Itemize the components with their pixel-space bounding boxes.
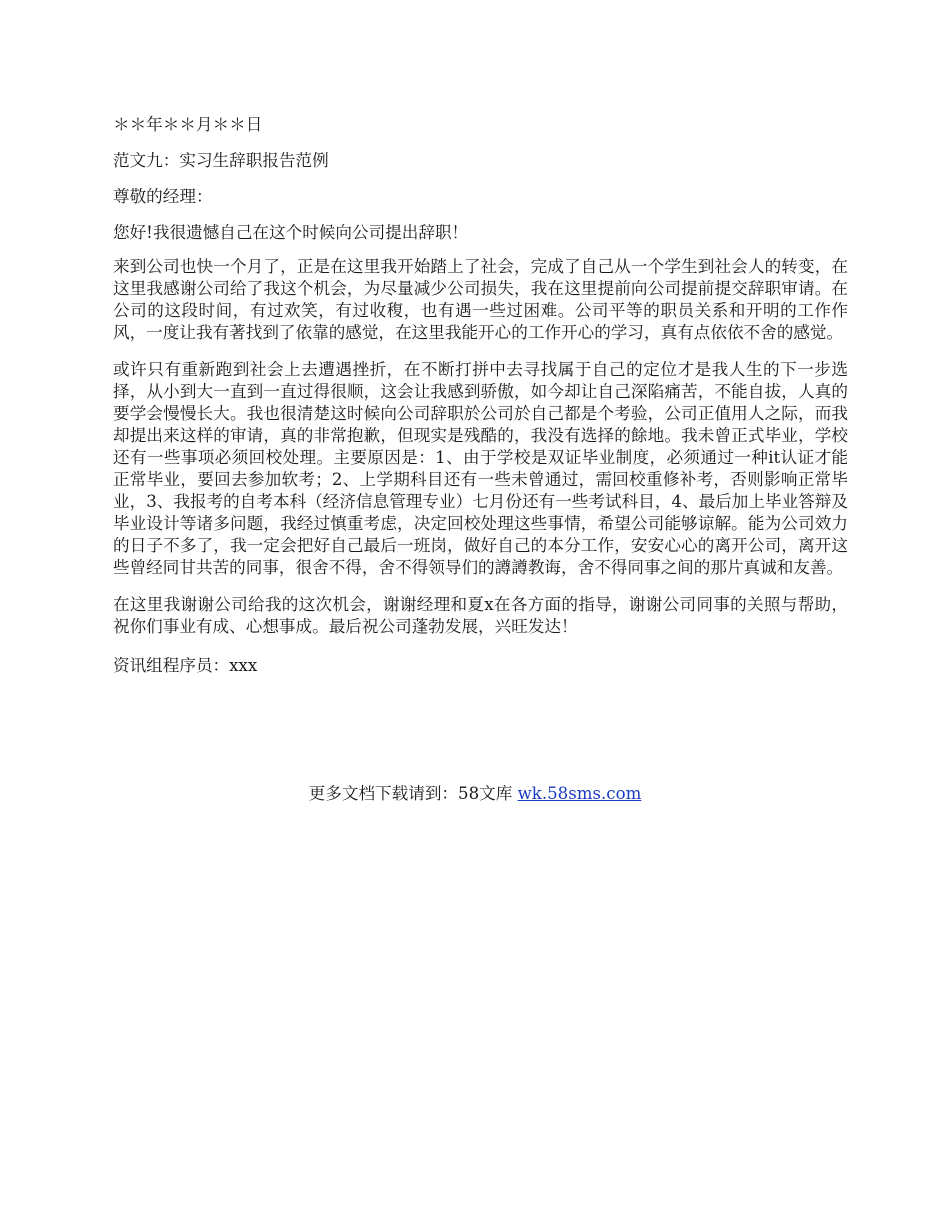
salutation: 尊敬的经理： — [113, 187, 213, 206]
date-line: ＊＊年＊＊月＊＊日 — [113, 115, 263, 134]
footer-link[interactable]: wk.58sms.com — [517, 784, 642, 803]
footer-text: 更多文档下载请到：58文库 — [308, 784, 518, 803]
download-footer — [0, 782, 950, 806]
paragraph-3: 在这里我谢谢公司给我的这次机会，谢谢经理和夏x在各方面的指导，谢谢公司同事的关照与帮助，祝你们事业有成、心想事成。最后祝公司蓬勃发展，兴旺发达！ — [113, 595, 848, 636]
greeting: 您好!我很遗憾自己在这个时候向公司提出辞职！ — [113, 223, 469, 242]
document-body — [113, 112, 848, 689]
paragraph-1: 来到公司也快一个月了，正是在这里我开始踏上了社会，完成了自己从一个学生到社会人的转变，在这里我感谢公司给了我这个机会，为尽量减少公司损失，我在这里提前向公司提前提交辞职审请。在公司的这段时间，有过欢笑，有过收稪，也有遇一些过困难。公司平等的职员关系和开明的工作作风，一度让我有著找到了依靠的感觉，在这里我能开心的工作开心的学习，真有点依依不舍的感觉。 — [113, 257, 848, 342]
paragraph-2: 或许只有重新跑到社会上去遭遇挫折，在不断打拼中去寻找属于自己的定位才是我人生的下一步选择，从小到大一直到一直过得很顺，这会让我感到骄傲，如今却让自己深陷痛苦，不能自拔，人真的要学会慢慢长大。我也很清楚这时候向公司辞职於公司於自己都是个考验，公司正值用人之际，而我却提出来这样的审请，真的非常抱歉，但现实是残酷的，我没有选择的餘地。我未曾正式毕业，学校还有一些事项必须回校处理。主要原因是：1、由于学校是双证毕业制度，必须通过一种it认证才能正常毕业，要回去参加软考；2、上学期科目还有一些未曾通过，需回校重修补考，否则影响正常毕业，3、我报考的自考本科（经济信息管理专业）七月份还有一些考试科目，4、最后加上毕业答辩及毕业设计等诸多问题，我经过慎重考虑，决定回校处理这些事情，希望公司能够谅解。能为公司效力的日子不多了，我一定会把好自己最后一班岗，做好自己的本分工作，安安心心的离开公司，离开这些曾经同甘共苦的同事，很舍不得，舍不得领导们的譐譐教诲，舍不得同事之间的那片真诚和友善。 — [113, 360, 848, 577]
document-title: 范文九：实习生辞职报告范例 — [113, 151, 329, 170]
signature: 资讯组程序员：xxx — [113, 656, 258, 675]
